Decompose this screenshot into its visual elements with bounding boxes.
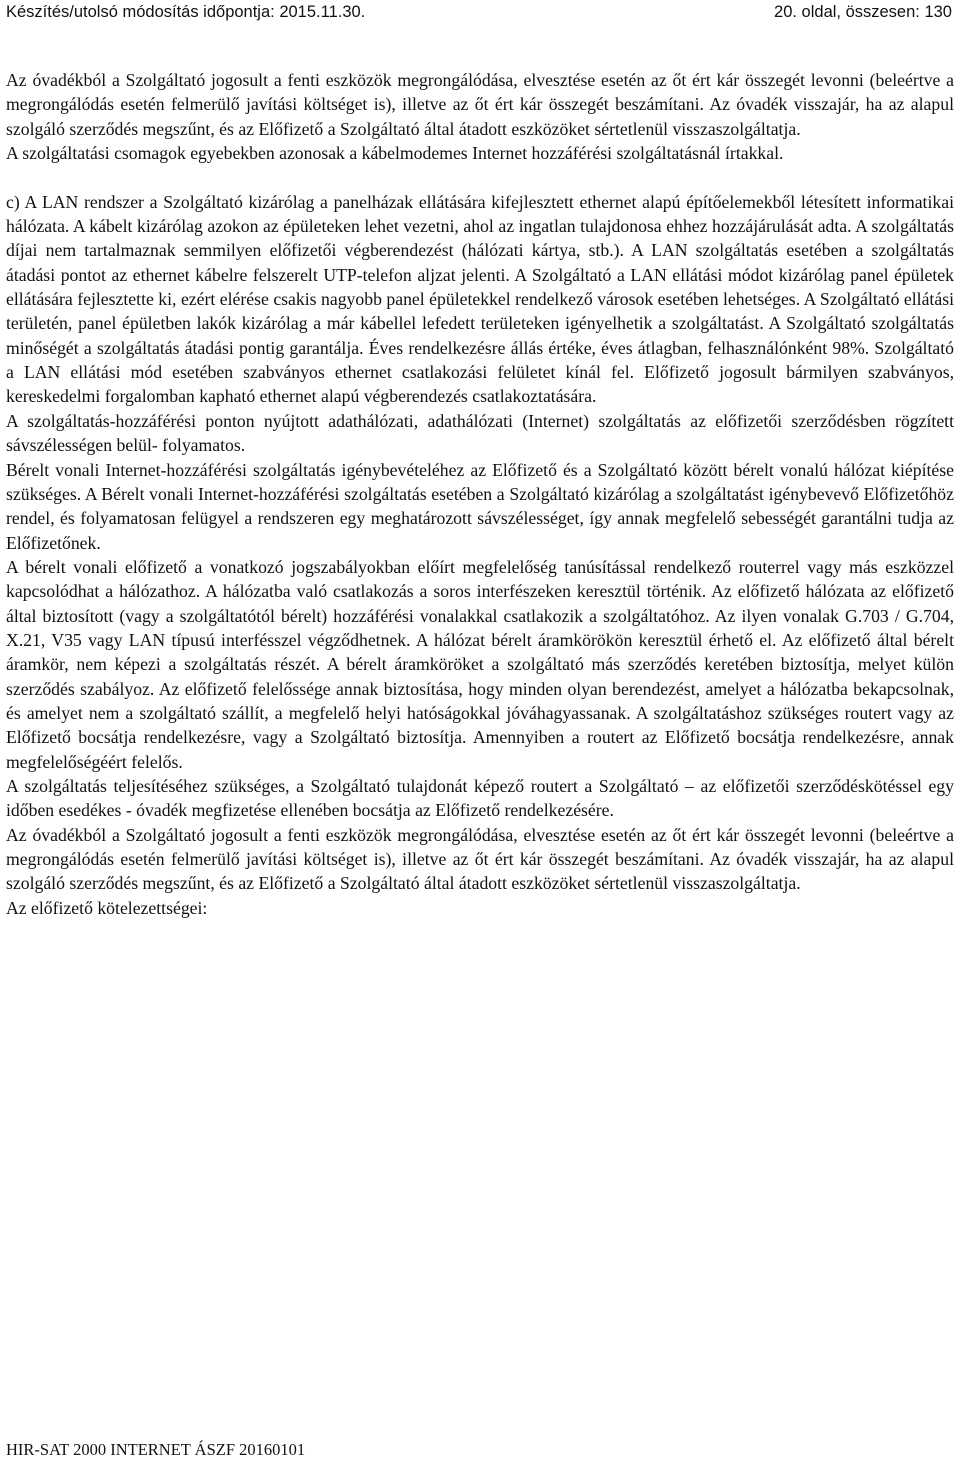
modification-date: Készítés/utolsó módosítás időpontja: 2015.11.30. xyxy=(6,3,366,21)
paragraph-access-point: A szolgáltatás-hozzáférési ponton nyújtott adathálózati, adathálózati (Internet) szolgáltatás az előfizetői szerződésben rögzített sávszélességen belül- folyamatos. xyxy=(6,410,954,456)
document-body xyxy=(6,68,954,920)
paragraph-router-connection: A bérelt vonali előfizető a vonatkozó jogszabályokban előírt megfelelőség tanúsítással rendelkező routerrel vagy más eszközzel kapcsolódhat a hálózathoz. A hálózatba való csatlakozás a soros interfészeken keresztül történik. Az előfizető hálózata az előfizető által biztosított (vagy a szolgáltatótól bérelt) hozzáférési vonalakkal csatlakozik a szolgáltatóhoz. Az ilyen vonalak G.703 / G.704, X.21, V35 vagy LAN típusú interfésszel végződhetnek. A hálózat bérelt áramkörökön keresztül érhető el. Az előfizető által bérelt áramkör, nem képezi a szolgáltatás részét. A bérelt áramköröket a szolgáltató más szerződés keretében biztosítja, melyet külön szerződés szabályoz. Az előfizető felelőssége annak biztosítása, hogy minden olyan berendezést, amelyet a hálózatba bekapcsolnak, és amelyet nem a szolgáltató szállít, a megfelelő helyi hatóságokkal jóváhagyassanak. A szolgáltatáshoz szükséges routert vagy az Előfizető bocsátja rendelkezésre, vagy a Szolgáltató biztosítja. Amennyiben a routert az Előfizető bocsátja rendelkezésre, annak megfelelőségéért felelős. xyxy=(6,556,954,772)
page-counter: 20. oldal, összesen: 130 xyxy=(774,3,952,21)
paragraph-subscriber-obligations: Az előfizető kötelezettségei: xyxy=(6,897,208,918)
paragraph-leased-line: Bérelt vonali Internet-hozzáférési szolgáltatás igénybevételéhez az Előfizető és a Szolgáltató között bérelt vonalú hálózat kiépítése szükséges. A Bérelt vonali Internet-hozzáférési szolgáltatás esetében a Szolgáltató kizárólag a szolgáltatást igénybevevő Előfizetőhöz rendel, és folyamatosan felügyel a rendszeren egy meghatározott sávszélességet, így annak megfelelő sebességét garantálni tudja az Előfizetőnek. xyxy=(6,459,954,553)
paragraph-service-packages: A szolgáltatási csomagok egyebekben azonosak a kábelmodemes Internet hozzáférési szolgáltatásnál írtakkal. xyxy=(6,143,784,164)
paragraph-deposit-terms-repeat: Az óvadékból a Szolgáltató jogosult a fenti eszközök megrongálódása, elvesztése esetén az őt ért kár összegét levonni (beleértve a megrongálódás esetén felmerülő javítási költséget is), illetve az őt ért kár összegét beszámítani. Az óvadék visszajár, ha az alapul szolgáló szerződés megszűnt, és az Előfizető a Szolgáltató által átadott eszközöket sértetlenül visszaszolgáltatja. xyxy=(6,824,954,894)
paragraph-router-deposit: A szolgáltatás teljesítéséhez szükséges, a Szolgáltató tulajdonát képező routert a Szolgáltató – az előfizetői szerződéskötéssel egy időben esedékes - óvadék megfizetése ellenében bocsátja az Előfizető rendelkezésére. xyxy=(6,775,954,821)
page-header xyxy=(6,1,952,23)
paragraph-deposit-terms: Az óvadékból a Szolgáltató jogosult a fenti eszközök megrongálódása, elvesztése esetén az őt ért kár összegét levonni (beleértve a megrongálódás esetén felmerülő javítási költséget is), illetve az őt ért kár összegét beszámítani. Az óvadék visszajár, ha az alapul szolgáló szerződés megszűnt, és az Előfizető a Szolgáltató által átadott eszközöket sértetlenül visszaszolgáltatja. xyxy=(6,70,954,139)
page-footer: HIR-SAT 2000 INTERNET ÁSZF 20160101 xyxy=(6,1440,306,1459)
paragraph-lan-system: c) A LAN rendszer a Szolgáltató kizárólag a panelházak ellátására kifejlesztett ethernet alapú építőelemekből létesített informatikai hálózata. A kábelt kizárólag azokon az épületeken lehet vezetni, ahol az ingatlan tulajdonosa ehhez hozzájárulását adta. A szolgáltatás díjai nem tartalmaznak semmilyen előfizetői végberendezést (hálózati kártya, stb.). A LAN szolgáltatás esetében a szolgáltatás átadási pontot az ethernet kábelre felszerelt UTP-telefon aljzat jelenti. A Szolgáltató a LAN ellátási módot kizárólag panel épületek ellátására fejlesztette ki, ezért elérése csakis nagyobb panel épületekkel rendelkező városok esetében lehetséges. A Szolgáltató ellátási területén, panel épületben lakók kizárólag a már kábellel lefedett területeken igényelhetik a szolgáltatást. A Szolgáltató szolgáltatás minőségét a szolgáltatás átadási pontig garantálja. Éves rendelkezésre állás értéke, éves átlagban, felhasználónként 98%. Szolgáltató a LAN ellátási mód esetében szabványos ethernet csatlakozási felületet kínál fel. Előfizető jogosult bármilyen szabványos, kereskedelmi forgalomban kapható ethernet alapú végberendezés csatlakoztatására. xyxy=(6,191,954,407)
